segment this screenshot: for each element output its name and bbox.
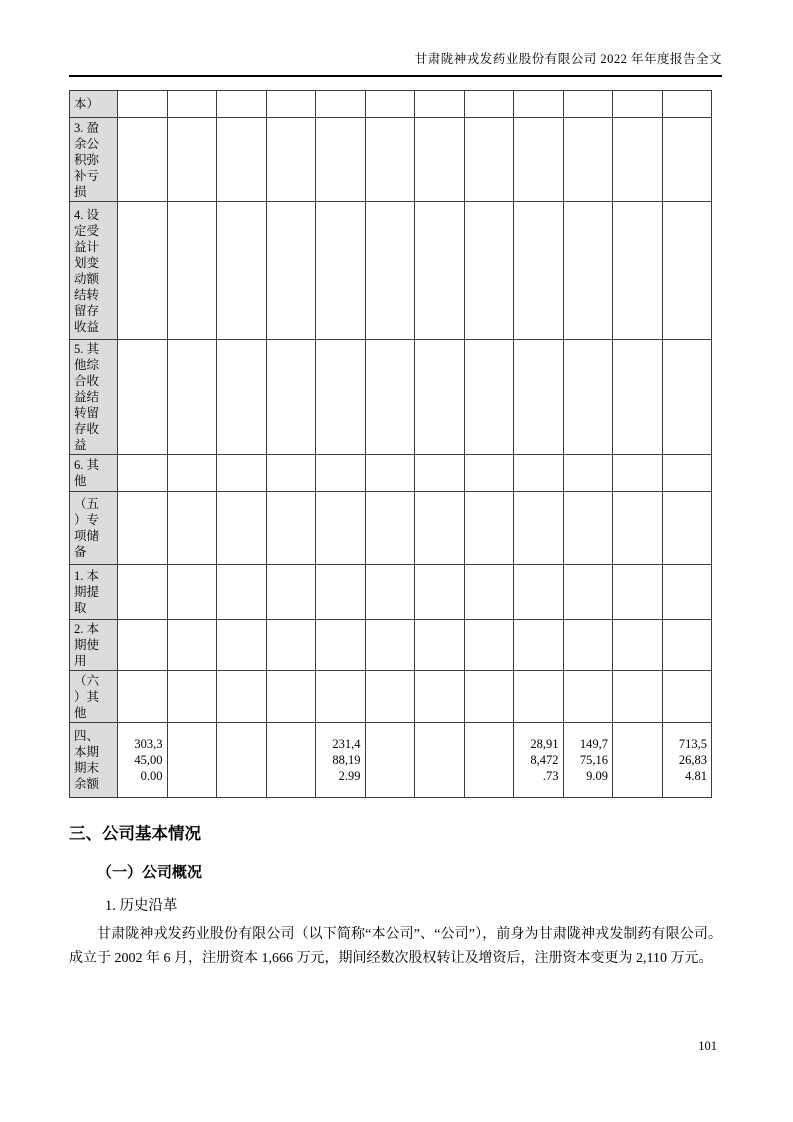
table-cell (217, 671, 267, 723)
table-cell (365, 118, 415, 202)
table-cell (464, 118, 514, 202)
table-cell (415, 492, 465, 565)
table-cell (167, 671, 217, 723)
table-cell (266, 202, 316, 340)
table-cell (563, 492, 613, 565)
table-cell (316, 565, 366, 620)
table-cell (266, 91, 316, 118)
table-cell (613, 671, 663, 723)
row-label-cell: 1. 本 期提 取 (70, 565, 118, 620)
table-cell: 713,5 26,83 4.81 (662, 723, 712, 798)
row-label-cell: （五 ）专 项储 备 (70, 492, 118, 565)
table-cell (514, 202, 564, 340)
table-cell (266, 492, 316, 565)
table-cell: 231,4 88,19 2.99 (316, 723, 366, 798)
table-cell (415, 565, 465, 620)
table-row (70, 671, 712, 723)
table-cell (613, 455, 663, 492)
table-cell (563, 340, 613, 455)
row-label-cell: 6. 其 他 (70, 455, 118, 492)
table-cell (563, 455, 613, 492)
table-cell (464, 455, 514, 492)
table-cell (266, 455, 316, 492)
table-cell (118, 118, 168, 202)
table-cell (316, 91, 366, 118)
table-cell (415, 723, 465, 798)
table-cell (118, 492, 168, 565)
table-cell (662, 492, 712, 565)
table-cell (415, 671, 465, 723)
table-cell (316, 492, 366, 565)
table-cell (167, 565, 217, 620)
table-cell (514, 671, 564, 723)
table-cell (266, 340, 316, 455)
table-cell (316, 620, 366, 671)
table-cell (167, 202, 217, 340)
table-cell (365, 91, 415, 118)
table-cell (217, 455, 267, 492)
section-heading: 三、公司基本情况 (69, 825, 201, 843)
table-cell: 303,3 45,00 0.00 (118, 723, 168, 798)
table-cell (563, 620, 613, 671)
table-cell (266, 118, 316, 202)
history-paragraph: 甘肃陇神戎发药业股份有限公司（以下简称“本公司”、“公司”），前身为甘肃陇神戎发制药有限公司。成立于 2002 年 6 月，注册资本 1,666 万元，期间经数次股权转让及增资后，注册资本变更为 2,110 万元。 (69, 927, 722, 966)
table-cell (464, 492, 514, 565)
table-cell (167, 118, 217, 202)
table-cell (217, 118, 267, 202)
table-cell (464, 565, 514, 620)
table-cell (415, 455, 465, 492)
table-cell (613, 118, 663, 202)
table-cell (365, 671, 415, 723)
table-row (70, 91, 712, 118)
table-cell (514, 620, 564, 671)
row-label-cell: 3. 盈 余公 积弥 补亏 损 (70, 118, 118, 202)
table-cell (464, 202, 514, 340)
table-cell (118, 565, 168, 620)
row-label-cell: 5. 其 他综 合收 益结 转留 存收 益 (70, 340, 118, 455)
table-cell (167, 91, 217, 118)
table-cell (118, 455, 168, 492)
table-cell (118, 91, 168, 118)
table-cell (514, 118, 564, 202)
table-cell (662, 340, 712, 455)
table-row (70, 565, 712, 620)
table-cell (464, 671, 514, 723)
table-cell: 149,7 75,16 9.09 (563, 723, 613, 798)
table-cell (514, 91, 564, 118)
table-cell (415, 118, 465, 202)
header-divider (69, 75, 722, 77)
table-cell (563, 202, 613, 340)
table-row (70, 723, 712, 798)
table-cell (613, 565, 663, 620)
table-cell (613, 340, 663, 455)
table-cell (118, 340, 168, 455)
table-cell (514, 492, 564, 565)
table-cell (316, 455, 366, 492)
table-cell (316, 202, 366, 340)
table-cell (662, 565, 712, 620)
table-cell (365, 340, 415, 455)
table-cell (563, 565, 613, 620)
table-cell (266, 565, 316, 620)
table-cell (415, 202, 465, 340)
table-cell (217, 492, 267, 565)
page-number: 101 (698, 1039, 717, 1053)
table-cell (316, 118, 366, 202)
table-row (70, 455, 712, 492)
table-cell (118, 620, 168, 671)
table-cell (662, 455, 712, 492)
table-cell (217, 620, 267, 671)
table-cell (167, 455, 217, 492)
table-cell (613, 620, 663, 671)
table-cell (365, 492, 415, 565)
table-cell (662, 202, 712, 340)
subsection-heading: （一）公司概况 (97, 864, 203, 881)
table-cell (415, 340, 465, 455)
table-cell (662, 91, 712, 118)
table-cell (563, 671, 613, 723)
table-cell (415, 91, 465, 118)
table-cell (217, 91, 267, 118)
table-cell (563, 118, 613, 202)
equity-change-table (69, 90, 712, 798)
table-cell (514, 455, 564, 492)
table-cell (266, 620, 316, 671)
table-cell (365, 620, 415, 671)
table-cell (514, 565, 564, 620)
table-cell (316, 671, 366, 723)
table-cell (613, 91, 663, 118)
table-cell (118, 202, 168, 340)
table-cell (415, 620, 465, 671)
row-label-cell: （六 ）其 他 (70, 671, 118, 723)
table-cell (217, 202, 267, 340)
report-header-title: 甘肃陇神戎发药业股份有限公司 2022 年年度报告全文 (414, 52, 722, 66)
row-label-cell: 本） (70, 91, 118, 118)
table-cell (563, 91, 613, 118)
table-cell (217, 340, 267, 455)
table-cell (167, 620, 217, 671)
table-row (70, 492, 712, 565)
table-cell (167, 723, 217, 798)
table-cell (266, 723, 316, 798)
table-cell (514, 340, 564, 455)
table-cell (662, 620, 712, 671)
table-cell (464, 620, 514, 671)
table-cell (464, 723, 514, 798)
table-row (70, 202, 712, 340)
table-cell (316, 340, 366, 455)
table-cell (365, 202, 415, 340)
table-cell (662, 118, 712, 202)
table-cell (167, 340, 217, 455)
table-cell (613, 492, 663, 565)
table-cell (662, 671, 712, 723)
table-cell (167, 492, 217, 565)
table-row (70, 620, 712, 671)
table-cell (217, 565, 267, 620)
table-cell (613, 202, 663, 340)
row-label-cell: 四、 本期 期末 余额 (70, 723, 118, 798)
table-cell (217, 723, 267, 798)
table-cell (365, 723, 415, 798)
row-label-cell: 2. 本 期使 用 (70, 620, 118, 671)
table-row (70, 118, 712, 202)
table-cell (266, 671, 316, 723)
table-cell (365, 455, 415, 492)
table-cell: 28,91 8,472 .73 (514, 723, 564, 798)
table-cell (365, 565, 415, 620)
item-heading: 1. 历史沿革 (105, 898, 178, 914)
table-row (70, 340, 712, 455)
table-cell (613, 723, 663, 798)
table-cell (464, 91, 514, 118)
table-cell (118, 671, 168, 723)
table-cell (464, 340, 514, 455)
row-label-cell: 4. 设 定受 益计 划变 动额 结转 留存 收益 (70, 202, 118, 340)
